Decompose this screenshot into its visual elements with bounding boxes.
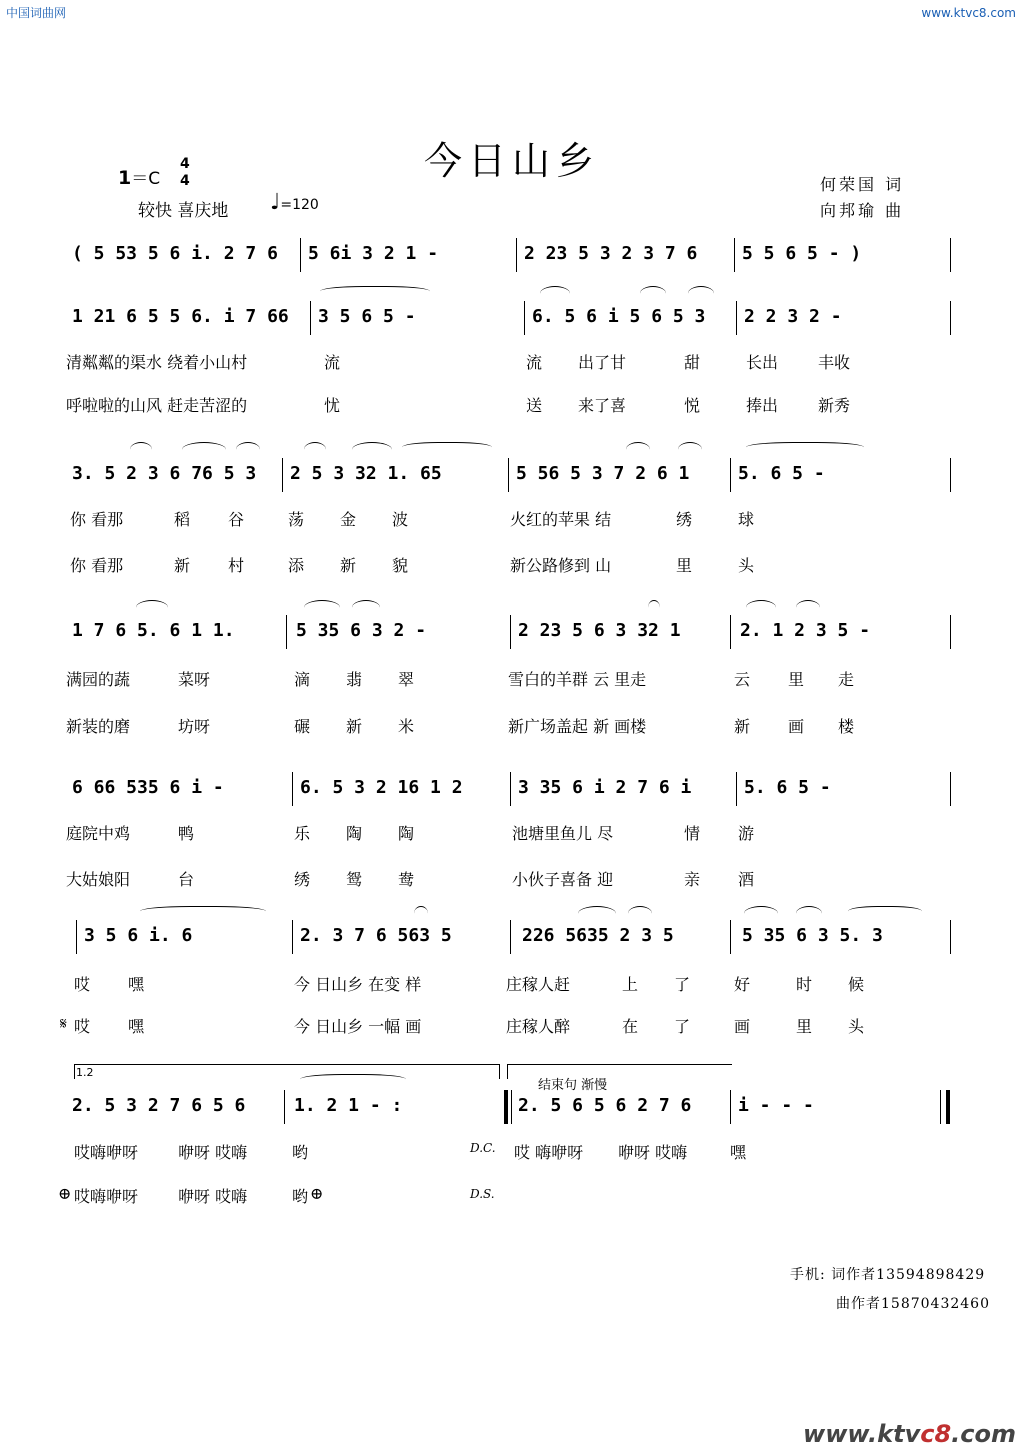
barline xyxy=(736,772,737,806)
lyric-line-verse2 xyxy=(58,1184,966,1208)
metronome-mark xyxy=(270,190,319,215)
lyric-segment: 呼啦啦的山风 赶走苦涩的 xyxy=(66,396,248,415)
lyric-segment: 火红的苹果 结 xyxy=(510,510,612,529)
lyric-line-verse2 xyxy=(66,714,966,738)
lyric-segment: 雪白的羊群 云 里走 xyxy=(508,670,647,689)
measure: 2. 5 6 5 6 2 7 6 xyxy=(518,1095,692,1116)
measure: 5 35 6 3 5. 3 xyxy=(742,925,883,946)
measure: 5 5 6 5 - ) xyxy=(742,243,862,264)
barline xyxy=(730,458,731,492)
repeat-barline xyxy=(504,1090,508,1124)
lyric-segment: 新 xyxy=(734,717,751,736)
lyric-segment: 稻 xyxy=(174,510,191,529)
slur-mark xyxy=(352,442,392,457)
measure: 2. 3 7 6 563 5 xyxy=(300,925,452,946)
measure: 5. 6 5 - xyxy=(738,463,825,484)
watermark-prefix: www.ktv xyxy=(803,1420,921,1448)
lyric-segment: 忧 xyxy=(324,396,341,415)
lyric-segment: 池塘里鱼儿 尽 xyxy=(512,824,614,843)
lyric-segment: 翠 xyxy=(398,670,415,689)
barline xyxy=(510,615,511,649)
tempo-marking: 较快 喜庆地 xyxy=(138,201,229,221)
barline xyxy=(730,920,731,954)
lyric-segment: 坊呀 xyxy=(178,717,211,736)
quarter-note-icon: ♩ xyxy=(270,190,281,215)
lyric-segment: 陶 xyxy=(398,824,415,843)
lyric-line-verse2 xyxy=(60,1014,966,1038)
ending-instruction: 结束句 渐慢 xyxy=(538,1078,608,1093)
lyric-line-verse1 xyxy=(66,1140,966,1164)
lyricist-phone: 手机: 词作者13594898429 xyxy=(790,1267,986,1283)
lyric-segment: 大姑娘阳 xyxy=(66,870,131,889)
measure: i - - - xyxy=(738,1095,814,1116)
lyric-segment: 里 xyxy=(796,1017,813,1036)
slur-mark xyxy=(402,442,492,455)
lyric-segment: 乐 xyxy=(294,824,311,843)
lyric-segment: 头 xyxy=(738,556,755,575)
lyric-segment: 新 xyxy=(346,717,363,736)
barline xyxy=(284,1090,285,1124)
lyric-segment: 哎嗨咿呀 xyxy=(74,1143,139,1162)
measure: 2. 5 3 2 7 6 5 6 xyxy=(72,1095,246,1116)
site-url[interactable]: www.ktvc8.com xyxy=(921,6,1016,20)
lyric-segment: 哎 嗨咿呀 xyxy=(514,1143,584,1162)
lyric-segment: 碾 xyxy=(294,717,311,736)
composer-phone: 曲作者15870432460 xyxy=(836,1296,990,1312)
lyric-line-verse1 xyxy=(66,350,966,374)
measure: 5. 6 5 - xyxy=(744,777,831,798)
key-signature xyxy=(118,164,160,189)
lyric-segment: 新秀 xyxy=(818,396,851,415)
measure: 2 23 5 3 2 3 7 6 xyxy=(524,243,698,264)
slur-mark xyxy=(678,442,702,457)
barline xyxy=(730,615,731,649)
watermark-logo xyxy=(803,1420,1016,1448)
barline xyxy=(940,1090,941,1124)
lyric-segment: 添 xyxy=(288,556,305,575)
composer-credit: 向邦瑜 曲 xyxy=(820,201,905,220)
slur-mark xyxy=(626,442,650,457)
lyric-segment: 哟 xyxy=(292,1143,309,1162)
lyric-segment: 云 xyxy=(734,670,751,689)
lyric-segment: 了 xyxy=(674,1017,691,1036)
lyric-segment: 鸭 xyxy=(178,824,195,843)
lyric-segment: 你 看那 xyxy=(70,556,124,575)
score-row-7 xyxy=(66,1088,956,1124)
lyric-segment: 里 xyxy=(676,556,693,575)
slur-mark xyxy=(304,442,326,457)
lyric-segment: 小伙子喜备 迎 xyxy=(512,870,614,889)
barline xyxy=(510,772,511,806)
barline xyxy=(310,301,311,335)
measure: 1 7 6 5. 6 1 1. xyxy=(72,620,235,641)
score-row-2 xyxy=(66,299,956,335)
lyric-line-verse1 xyxy=(66,972,966,996)
lyric-segment: 哎 xyxy=(74,975,91,994)
lyric-segment: 在 xyxy=(622,1017,639,1036)
lyric-segment: 满园的蔬 xyxy=(66,670,131,689)
lyric-segment: 嘿 xyxy=(128,975,145,994)
meter-bottom: 4 xyxy=(180,173,190,189)
lyric-segment: 嘿 xyxy=(128,1017,145,1036)
lyric-segment: 悦 xyxy=(684,396,701,415)
slur-mark xyxy=(130,442,152,457)
score-row-6 xyxy=(66,918,956,954)
lyric-segment: 咿呀 哎嗨 xyxy=(178,1187,248,1206)
lyric-segment: 滴 xyxy=(294,670,311,689)
lyric-segment: 庄稼人赶 xyxy=(506,975,571,994)
lyric-segment: 出了甘 xyxy=(578,353,627,372)
lyric-segment: 清粼粼的渠水 绕着小山村 xyxy=(66,353,248,372)
lyric-line-verse1 xyxy=(66,667,966,691)
lyric-segment: 情 xyxy=(684,824,701,843)
barline xyxy=(76,920,77,954)
coda-icon: ⊕ xyxy=(310,1184,324,1203)
lyric-line-verse2 xyxy=(66,393,966,417)
lyric-segment: 哟 xyxy=(292,1187,309,1206)
song-title: 今日山乡 xyxy=(423,139,600,183)
lyric-segment: 台 xyxy=(178,870,195,889)
segno-icon: 𝄋 xyxy=(60,1014,67,1033)
measure: 3 5 6 i. 6 xyxy=(84,925,193,946)
lyric-segment: 甜 xyxy=(684,353,701,372)
barline xyxy=(950,615,951,649)
lyric-line-verse2 xyxy=(66,867,966,891)
lyric-segment: 翡 xyxy=(346,670,363,689)
measure: 6. 5 3 2 16 1 2 xyxy=(300,777,463,798)
lyric-segment: 送 xyxy=(526,396,543,415)
lyric-segment: 里 xyxy=(788,670,805,689)
slur-mark xyxy=(236,442,260,457)
volta-label: 1.2 xyxy=(76,1066,94,1079)
final-barline xyxy=(946,1090,950,1124)
measure: 2. 1 2 3 5 - xyxy=(740,620,871,641)
lyric-segment: 今 日山乡 在变 样 xyxy=(294,975,422,994)
barline xyxy=(950,772,951,806)
measure: 5 56 5 3 7 2 6 1 xyxy=(516,463,690,484)
lyric-line-verse1 xyxy=(66,507,966,531)
lyric-segment: 画 xyxy=(734,1017,751,1036)
lyric-segment: 时 xyxy=(796,975,813,994)
measure: 2 2 3 2 - xyxy=(744,306,842,327)
lyric-segment: 捧出 xyxy=(746,396,779,415)
barline xyxy=(292,920,293,954)
slur-mark xyxy=(320,286,430,299)
measure: ( 5 53 5 6 i. 2 7 6 xyxy=(72,243,278,264)
score-row-4 xyxy=(66,613,956,649)
barline xyxy=(524,301,525,335)
lyric-segment: 金 xyxy=(340,510,357,529)
lyric-segment: 貌 xyxy=(392,556,409,575)
coda-icon: ⊕ xyxy=(58,1184,72,1203)
da-capo-mark: D.C. xyxy=(470,1141,496,1155)
measure: 226 5635 2 3 5 xyxy=(522,925,674,946)
measure: 6 66 535 6 i - xyxy=(72,777,224,798)
lyric-segment: 流 xyxy=(324,353,341,372)
lyric-segment: 长出 xyxy=(746,353,779,372)
lyric-segment: 你 看那 xyxy=(70,510,124,529)
lyric-segment: 新公路修到 山 xyxy=(510,556,612,575)
lyric-segment: 新广场盖起 新 画楼 xyxy=(508,717,647,736)
slur-mark xyxy=(300,1074,406,1087)
lyric-segment: 荡 xyxy=(288,510,305,529)
lyric-segment: 鸳 xyxy=(346,870,363,889)
measure: 6. 5 6 i 5 6 5 3 xyxy=(532,306,706,327)
meter-top: 4 xyxy=(180,156,190,172)
lyricist-credit: 何荣国 词 xyxy=(820,175,905,194)
barline xyxy=(950,301,951,335)
score-row-5 xyxy=(66,770,956,806)
lyric-segment: 庭院中鸡 xyxy=(66,824,131,843)
lyric-segment: 走 xyxy=(838,670,855,689)
lyric-segment: 了 xyxy=(674,975,691,994)
lyric-segment: 哎 xyxy=(74,1017,91,1036)
lyric-segment: 流 xyxy=(526,353,543,372)
key-rest: ＝C xyxy=(131,169,161,189)
lyric-segment: 咿呀 哎嗨 xyxy=(618,1143,688,1162)
barline xyxy=(282,458,283,492)
lyric-segment: 村 xyxy=(228,556,245,575)
measure: 5 35 6 3 2 - xyxy=(296,620,427,641)
barline xyxy=(511,1090,512,1124)
lyric-segment: 游 xyxy=(738,824,755,843)
score-row-3 xyxy=(66,456,956,492)
first-ending-bracket xyxy=(74,1064,500,1079)
slur-mark xyxy=(746,442,864,455)
measure: 1. 2 1 - : xyxy=(294,1095,403,1116)
time-signature xyxy=(180,156,190,190)
measure: 2 23 5 6 3 32 1 xyxy=(518,620,681,641)
barline xyxy=(300,238,301,272)
lyric-segment: 庄稼人醉 xyxy=(506,1017,571,1036)
measure: 2 5 3 32 1. 65 xyxy=(290,463,442,484)
lyric-segment: 哎嗨咿呀 xyxy=(74,1187,139,1206)
lyric-segment: 好 xyxy=(734,975,751,994)
lyric-segment: 新 xyxy=(340,556,357,575)
lyric-line-verse1 xyxy=(66,821,966,845)
measure: 1 21 6 5 5 6. i 7 66 xyxy=(72,306,289,327)
lyric-segment: 头 xyxy=(848,1017,865,1036)
watermark-suffix: .com xyxy=(951,1420,1016,1448)
barline xyxy=(510,920,511,954)
lyric-segment: 菜呀 xyxy=(178,670,211,689)
measure: 3 35 6 i 2 7 6 i xyxy=(518,777,692,798)
barline xyxy=(734,238,735,272)
lyric-segment: 球 xyxy=(738,510,755,529)
lyric-segment: 上 xyxy=(622,975,639,994)
barline xyxy=(292,772,293,806)
lyric-segment: 画 xyxy=(788,717,805,736)
lyric-segment: 新装的磨 xyxy=(66,717,131,736)
barline xyxy=(950,238,951,272)
lyric-segment: 亲 xyxy=(684,870,701,889)
lyric-segment: 今 日山乡 一幅 画 xyxy=(294,1017,422,1036)
barline xyxy=(508,458,509,492)
barline xyxy=(736,301,737,335)
lyric-segment: 鸯 xyxy=(398,870,415,889)
lyric-segment: 绣 xyxy=(676,510,693,529)
lyric-segment: 谷 xyxy=(228,510,245,529)
lyric-segment: 酒 xyxy=(738,870,755,889)
barline xyxy=(950,920,951,954)
barline xyxy=(286,615,287,649)
dal-segno-mark: D.S. xyxy=(470,1187,495,1201)
lyric-segment: 陶 xyxy=(346,824,363,843)
barline xyxy=(950,458,951,492)
measure: 5 6i 3 2 1 - xyxy=(308,243,439,264)
lyric-segment: 候 xyxy=(848,975,865,994)
measure: 3. 5 2 3 6 76 5 3 xyxy=(72,463,257,484)
barline xyxy=(516,238,517,272)
lyric-segment: 绣 xyxy=(294,870,311,889)
lyric-line-verse2 xyxy=(66,553,966,577)
lyric-segment: 新 xyxy=(174,556,191,575)
slur-mark xyxy=(182,442,226,457)
lyric-segment: 米 xyxy=(398,717,415,736)
lyric-segment: 丰收 xyxy=(818,353,851,372)
key-one: 1 xyxy=(118,167,132,189)
bpm-value: =120 xyxy=(280,197,319,213)
barline xyxy=(730,1090,731,1124)
lyric-segment: 波 xyxy=(392,510,409,529)
lyric-segment: 楼 xyxy=(838,717,855,736)
watermark-accent: c8 xyxy=(920,1420,952,1448)
score-row-1 xyxy=(66,236,956,272)
lyric-segment: 来了喜 xyxy=(578,396,627,415)
site-name[interactable]: 中国词曲网 xyxy=(6,6,67,20)
measure: 3 5 6 5 - xyxy=(318,306,416,327)
lyric-segment: 嘿 xyxy=(730,1143,747,1162)
lyric-segment: 咿呀 哎嗨 xyxy=(178,1143,248,1162)
